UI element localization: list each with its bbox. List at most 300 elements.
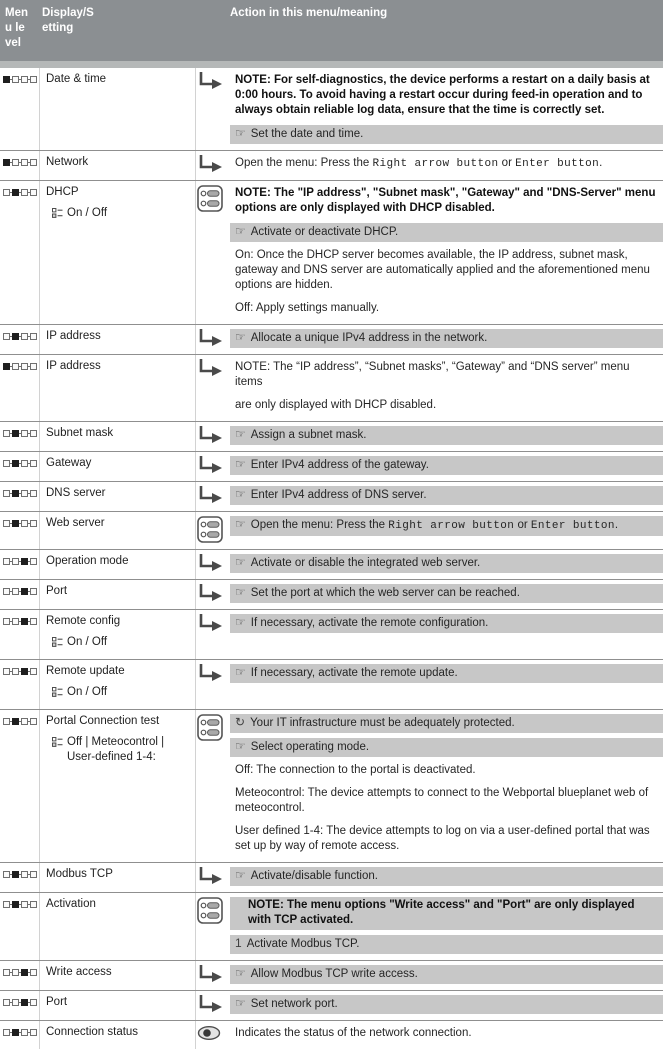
text-segment: . <box>614 519 619 531</box>
action-text <box>251 127 364 142</box>
level-square <box>30 588 37 595</box>
menu-item-cell <box>42 965 194 984</box>
menu-level-cell <box>0 867 42 886</box>
level-square <box>3 460 10 467</box>
table-row <box>0 421 663 451</box>
menu-item-cell <box>42 155 194 174</box>
level-square <box>21 76 28 83</box>
level-square <box>12 558 19 565</box>
menu-item-label: Write access <box>46 966 112 978</box>
menu-item-options <box>52 635 190 653</box>
menu-level-cell <box>0 897 42 954</box>
text-segment: User defined 1-4: The device attempts to log on via a user-defined portal that was set up by way of remote access. <box>235 825 650 852</box>
menu-level-cell <box>0 516 42 543</box>
level-square <box>30 718 37 725</box>
menu-level-cell <box>0 426 42 445</box>
text-segment: or <box>498 157 516 169</box>
level-square <box>21 159 28 166</box>
action-line <box>230 155 663 174</box>
text-segment: NOTE: The "IP address", "Subnet mask", "Gateway" and "DNS-Server" menu options are only displayed with DHCP disabled. <box>235 187 656 214</box>
level-square <box>21 718 28 725</box>
menu-item-cell <box>42 359 194 415</box>
menu-item-label: Gateway <box>46 457 92 469</box>
action-text <box>235 186 657 216</box>
header-label-menu-level: Menu level <box>5 7 28 49</box>
action-text <box>251 488 427 503</box>
hand-icon: ☞ <box>235 427 246 441</box>
menu-item-options-label: On / Off <box>67 207 108 219</box>
level-square <box>12 333 19 340</box>
menu-item-cell <box>42 554 194 573</box>
menu-level-cell <box>0 554 42 573</box>
branch-arrow-icon <box>194 72 230 144</box>
text-segment: or <box>514 519 531 531</box>
restart-icon: ↻ <box>235 715 246 729</box>
menu-level-indicator <box>3 1029 42 1036</box>
text-segment: NOTE: The menu options "Write access" and "Port" are only displayed with TCP activated. <box>248 899 635 926</box>
hand-icon: ☞ <box>235 487 246 501</box>
menu-item-label: DHCP <box>46 186 79 198</box>
menu-item-cell <box>42 1025 194 1043</box>
action-line <box>230 965 663 984</box>
header-cell-menu-level <box>0 6 42 51</box>
menu-panel-icon <box>194 185 230 318</box>
hand-icon: ☞ <box>235 966 246 980</box>
menu-level-cell <box>0 1025 42 1043</box>
level-square <box>21 999 28 1006</box>
action-cell <box>230 664 663 703</box>
menu-item-options-label: Off | Meteocontrol | User-defined 1-4: <box>67 736 165 763</box>
level-square <box>3 430 10 437</box>
menu-item-label: Subnet mask <box>46 427 114 439</box>
level-square <box>30 871 37 878</box>
action-cell <box>230 1025 663 1043</box>
hand-icon: ☞ <box>235 665 246 679</box>
action-line <box>230 584 663 603</box>
level-square <box>21 490 28 497</box>
level-square <box>21 363 28 370</box>
action-cell <box>230 584 663 603</box>
menu-item-options <box>52 685 190 703</box>
table-row <box>0 990 663 1020</box>
menu-level-indicator <box>3 430 42 437</box>
action-text <box>251 428 367 443</box>
text-segment: Open the menu: Press the <box>235 157 373 169</box>
branch-arrow-icon <box>194 329 230 348</box>
action-text <box>251 967 418 982</box>
action-line <box>230 1025 663 1043</box>
menu-item-label: Web server <box>46 517 105 529</box>
action-text <box>235 360 657 390</box>
menu-level-indicator <box>3 520 42 527</box>
text-segment: Select operating mode. <box>250 741 370 753</box>
menu-level-indicator <box>3 668 42 675</box>
text-segment: Allocate a unique IPv4 address in the network. <box>250 332 488 344</box>
menu-item-cell <box>42 426 194 445</box>
menu-level-indicator <box>3 159 42 166</box>
level-square <box>3 871 10 878</box>
action-line <box>230 614 663 633</box>
level-square <box>3 76 10 83</box>
level-square <box>12 490 19 497</box>
action-text <box>251 666 458 681</box>
menu-level-cell <box>0 614 42 653</box>
table-row <box>0 354 663 421</box>
branch-arrow-icon <box>194 614 230 653</box>
level-square <box>12 460 19 467</box>
level-square <box>30 558 37 565</box>
action-cell <box>230 329 663 348</box>
menu-item-label: IP address <box>46 330 101 342</box>
branch-arrow-icon <box>194 554 230 573</box>
action-text <box>235 398 436 413</box>
menu-level-indicator <box>3 999 42 1006</box>
action-line <box>230 300 663 318</box>
level-square <box>3 490 10 497</box>
text-segment: Enter IPv4 address of DNS server. <box>250 489 427 501</box>
menu-level-cell <box>0 329 42 348</box>
action-text <box>251 331 488 346</box>
level-square <box>21 618 28 625</box>
level-square <box>21 333 28 340</box>
level-square <box>12 871 19 878</box>
menu-item-cell <box>42 897 194 954</box>
step-number: 1 <box>235 936 242 950</box>
action-text <box>251 225 398 240</box>
table-row <box>0 659 663 709</box>
list-options-icon <box>52 735 63 753</box>
menu-item-label: Operation mode <box>46 555 129 567</box>
action-line <box>230 738 663 757</box>
branch-arrow-icon <box>194 486 230 505</box>
text-segment: NOTE: The “IP address”, “Subnet masks”, “Gateway” and “DNS server” menu items <box>235 361 630 388</box>
level-square <box>30 159 37 166</box>
action-line <box>230 397 663 415</box>
level-square <box>12 999 19 1006</box>
level-square <box>30 76 37 83</box>
text-segment: Right arrow button <box>388 520 515 532</box>
menu-level-indicator <box>3 76 42 83</box>
text-segment: Allow Modbus TCP write access. <box>250 968 418 980</box>
action-cell <box>230 72 663 144</box>
menu-item-cell <box>42 664 194 703</box>
action-cell <box>230 185 663 318</box>
action-cell <box>230 897 663 954</box>
menu-level-cell <box>0 359 42 415</box>
text-segment: Set network port. <box>250 998 338 1010</box>
branch-arrow-icon <box>194 456 230 475</box>
level-square <box>30 618 37 625</box>
menu-level-cell <box>0 486 42 505</box>
level-square <box>3 668 10 675</box>
menu-item-options-label: On / Off <box>67 686 108 698</box>
menu-item-label: Remote update <box>46 665 125 677</box>
menu-level-indicator <box>3 588 42 595</box>
level-square <box>3 969 10 976</box>
text-segment: Enter button <box>530 520 615 532</box>
action-text <box>235 301 379 316</box>
action-line <box>230 125 663 144</box>
level-square <box>12 76 19 83</box>
action-line <box>230 185 663 218</box>
branch-arrow-icon <box>194 867 230 886</box>
text-segment: Indicates the status of the network connection. <box>235 1027 472 1039</box>
level-square <box>3 558 10 565</box>
branch-arrow-icon <box>194 995 230 1014</box>
action-cell <box>230 426 663 445</box>
action-text <box>250 716 515 731</box>
text-segment: Off: The connection to the portal is deactivated. <box>235 764 476 776</box>
action-line <box>230 995 663 1014</box>
action-text <box>235 1026 472 1041</box>
menu-level-cell <box>0 965 42 984</box>
action-text <box>235 73 657 118</box>
action-line <box>230 664 663 683</box>
menu-item-cell <box>42 185 194 318</box>
action-text <box>235 248 657 293</box>
level-square <box>30 430 37 437</box>
action-text <box>251 458 429 473</box>
menu-item-label: Activation <box>46 898 96 910</box>
hand-icon: ☞ <box>235 517 246 531</box>
level-square <box>21 969 28 976</box>
level-square <box>30 363 37 370</box>
action-line <box>230 223 663 242</box>
level-square <box>30 1029 37 1036</box>
level-square <box>3 520 10 527</box>
menu-level-cell <box>0 185 42 318</box>
table-row <box>0 609 663 659</box>
menu-item-label: Date & time <box>46 73 107 85</box>
action-text <box>251 556 481 571</box>
level-square <box>3 159 10 166</box>
level-square <box>21 871 28 878</box>
table-row <box>0 892 663 960</box>
action-line <box>230 935 663 954</box>
action-text <box>235 156 602 172</box>
hand-icon: ☞ <box>235 585 246 599</box>
level-square <box>30 460 37 467</box>
table-row <box>0 549 663 579</box>
level-square <box>21 668 28 675</box>
branch-arrow-icon <box>194 584 230 603</box>
action-line <box>230 516 663 536</box>
text-segment: . <box>599 157 603 169</box>
action-line <box>230 486 663 505</box>
text-segment: Activate Modbus TCP. <box>246 938 360 950</box>
table-row <box>0 180 663 324</box>
level-square <box>12 159 19 166</box>
action-text <box>251 997 338 1012</box>
action-line <box>230 426 663 445</box>
level-square <box>12 718 19 725</box>
text-segment: Right arrow button <box>372 158 499 170</box>
action-text <box>235 824 657 854</box>
menu-item-cell <box>42 516 194 543</box>
text-segment: Activate/disable function. <box>250 870 378 882</box>
level-square <box>30 901 37 908</box>
level-square <box>12 189 19 196</box>
menu-level-cell <box>0 72 42 144</box>
level-square <box>3 333 10 340</box>
action-cell <box>230 867 663 886</box>
branch-arrow-icon <box>194 965 230 984</box>
header-label-action: Action in this menu/meaning <box>230 7 388 19</box>
table-row <box>0 150 663 180</box>
text-segment: Off: Apply settings manually. <box>235 302 380 314</box>
table-body <box>0 68 663 1049</box>
menu-level-indicator <box>3 969 42 976</box>
table-row <box>0 862 663 892</box>
hand-icon: ☞ <box>235 224 246 238</box>
action-cell <box>230 714 663 856</box>
action-text <box>251 869 378 884</box>
header-label-display-setting: Display/Setting <box>42 7 94 34</box>
level-square <box>3 718 10 725</box>
menu-level-cell <box>0 456 42 475</box>
menu-level-cell <box>0 664 42 703</box>
level-square <box>12 618 19 625</box>
action-cell <box>230 155 663 174</box>
text-segment: are only displayed with DHCP disabled. <box>235 399 437 411</box>
level-square <box>21 430 28 437</box>
hand-icon: ☞ <box>235 555 246 569</box>
text-segment: NOTE: For self-diagnostics, the device performs a restart on a daily basis at 0:00 hours. To avoid having a restart occur during feed-in operation and to always obtain reliable log data, ensure that the time is correctly set. <box>235 74 650 116</box>
level-square <box>21 189 28 196</box>
table-row <box>0 481 663 511</box>
level-square <box>30 668 37 675</box>
header-cell-action <box>194 6 663 51</box>
action-text <box>248 898 657 928</box>
table-row <box>0 960 663 990</box>
table-row <box>0 451 663 481</box>
level-square <box>12 969 19 976</box>
action-line <box>230 329 663 348</box>
text-segment: Assign a subnet mask. <box>250 429 367 441</box>
level-square <box>30 969 37 976</box>
action-line <box>230 247 663 295</box>
action-cell <box>230 995 663 1014</box>
action-text <box>235 786 657 816</box>
menu-item-cell <box>42 584 194 603</box>
hand-icon: ☞ <box>235 126 246 140</box>
level-square <box>12 430 19 437</box>
action-line <box>230 72 663 120</box>
action-text <box>251 740 369 755</box>
text-segment: Meteocontrol: The device attempts to connect to the Webportal blueplanet web of meteocontrol. <box>235 787 649 814</box>
table-row <box>0 511 663 549</box>
menu-level-indicator <box>3 490 42 497</box>
level-square <box>30 333 37 340</box>
table-row <box>0 1020 663 1049</box>
menu-level-cell <box>0 584 42 603</box>
menu-item-label: IP address <box>46 360 101 372</box>
menu-item-cell <box>42 72 194 144</box>
action-text <box>235 763 476 778</box>
action-cell <box>230 516 663 543</box>
level-square <box>12 363 19 370</box>
menu-item-cell <box>42 614 194 653</box>
action-text <box>247 937 360 952</box>
menu-item-label: Port <box>46 585 68 597</box>
menu-panel-icon <box>194 516 230 543</box>
level-square <box>30 490 37 497</box>
menu-item-label: Portal Connection test <box>46 715 160 727</box>
level-square <box>12 1029 19 1036</box>
table-row <box>0 579 663 609</box>
table-header <box>0 0 663 61</box>
action-line <box>230 867 663 886</box>
action-line <box>230 762 663 780</box>
menu-level-indicator <box>3 901 42 908</box>
menu-level-indicator <box>3 460 42 467</box>
menu-level-cell <box>0 155 42 174</box>
menu-item-label: Port <box>46 996 68 1008</box>
action-line <box>230 554 663 573</box>
menu-item-options <box>52 206 190 224</box>
action-line <box>230 897 663 930</box>
menu-level-indicator <box>3 363 42 370</box>
hand-icon: ☞ <box>235 868 246 882</box>
table-row <box>0 324 663 354</box>
level-square <box>12 901 19 908</box>
level-square <box>21 460 28 467</box>
action-line <box>230 785 663 818</box>
text-segment: Open the menu: Press the <box>250 519 389 531</box>
menu-item-cell <box>42 995 194 1014</box>
menu-level-cell <box>0 995 42 1014</box>
menu-level-indicator <box>3 333 42 340</box>
text-segment: Set the date and time. <box>250 128 364 140</box>
level-square <box>30 999 37 1006</box>
action-text <box>251 586 520 601</box>
level-square <box>21 520 28 527</box>
menu-item-options-label: On / Off <box>67 636 108 648</box>
text-segment: If necessary, activate the remote configuration. <box>250 617 489 629</box>
level-square <box>21 588 28 595</box>
branch-arrow-icon <box>194 664 230 703</box>
menu-item-cell <box>42 714 194 856</box>
level-square <box>3 901 10 908</box>
list-options-icon <box>52 206 63 224</box>
action-cell <box>230 486 663 505</box>
menu-level-indicator <box>3 871 42 878</box>
level-square <box>3 189 10 196</box>
menu-level-indicator <box>3 618 42 625</box>
table-row <box>0 709 663 862</box>
menu-item-cell <box>42 329 194 348</box>
level-square <box>12 668 19 675</box>
menu-level-indicator <box>3 189 42 196</box>
branch-arrow-icon <box>194 155 230 174</box>
menu-item-label: Modbus TCP <box>46 868 113 880</box>
level-square <box>21 1029 28 1036</box>
text-segment: If necessary, activate the remote update. <box>250 667 458 679</box>
level-square <box>3 1029 10 1036</box>
menu-panel-icon <box>194 714 230 856</box>
hand-icon: ☞ <box>235 615 246 629</box>
level-square <box>12 588 19 595</box>
action-text <box>251 518 618 534</box>
list-options-icon <box>52 635 63 653</box>
level-square <box>30 189 37 196</box>
text-segment: Set the port at which the web server can be reached. <box>250 587 520 599</box>
branch-arrow-icon <box>194 359 230 415</box>
menu-item-label: Connection status <box>46 1026 139 1038</box>
action-line <box>230 359 663 392</box>
text-segment: Activate or disable the integrated web server. <box>250 557 481 569</box>
menu-level-indicator <box>3 718 42 725</box>
